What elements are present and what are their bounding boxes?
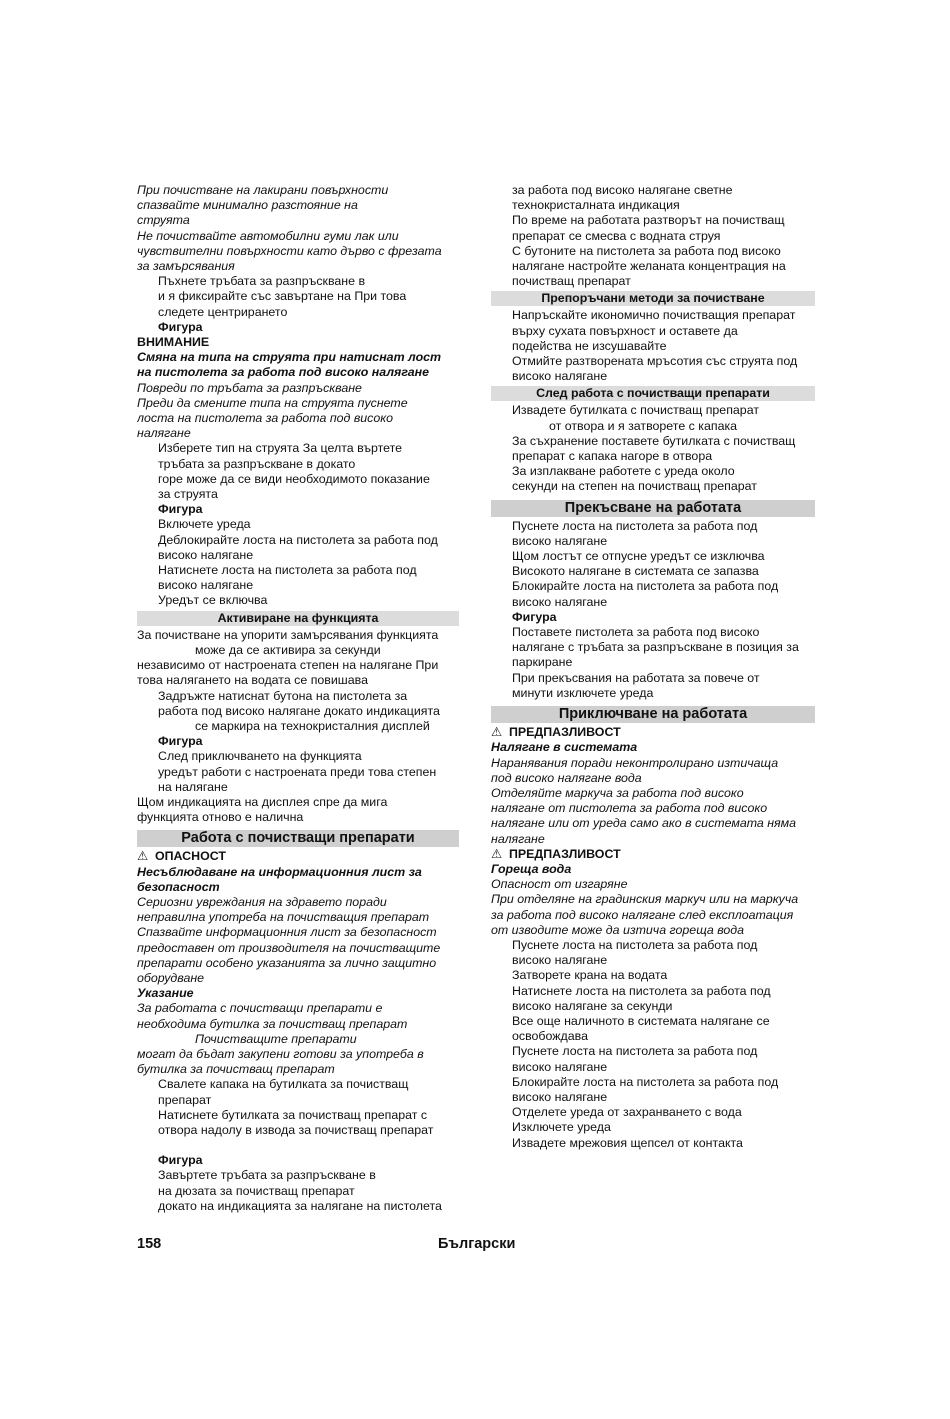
emphasis-heading: на пистолета за работа под високо налягане: [137, 365, 430, 380]
emphasis-heading: Смяна на типа на струята при натиснат лост: [137, 350, 442, 365]
text-line: могат да бъдат закупени готови за употреба в: [137, 1046, 424, 1061]
warning-label: [137, 849, 459, 864]
step-text: технокристалната индикация: [512, 198, 680, 213]
text-line: за работа под високо налягане след експлоатация: [491, 907, 794, 922]
step-text: високо налягане: [512, 1089, 608, 1104]
section-heading: Приключване на работата: [491, 706, 815, 723]
step-text: високо налягане: [158, 547, 254, 562]
step-text: Натиснете бутилката за почистващ препарат с: [158, 1107, 428, 1122]
step-text: налягане с тръбата за разпръскване в позиция за: [512, 640, 799, 655]
text-line: Повреди по тръбата за разпръскване: [137, 380, 362, 395]
right-column: [491, 183, 815, 1151]
text-line: неправилна употреба на почистващия препарат: [137, 910, 430, 925]
step-text: налягане настройте желаната концентрация на: [512, 259, 786, 274]
step-text: горе може да се види необходимото показание: [158, 471, 430, 486]
step-text: подейства не изсушавайте: [512, 338, 667, 353]
subsection-heading: След работа с почистващи препарати: [491, 386, 815, 401]
step-text: високо налягане: [512, 1059, 608, 1074]
text-line: необходима бутилка за почистващ препарат: [137, 1016, 408, 1031]
step-text: Задръжте натиснат бутона на пистолета за: [158, 688, 408, 703]
section-heading: Работа с почистващи препарати: [137, 830, 459, 847]
text-line: може да се активира за секунди: [195, 642, 381, 657]
step-text: Пуснете лоста на пистолета за работа под: [512, 1044, 758, 1059]
step-text: работа под високо налягане докато индикацията: [158, 703, 440, 718]
step-text: Натиснете лоста на пистолета за работа под: [158, 563, 417, 578]
step-text: почистващ препарат: [512, 274, 631, 289]
step-text: Пъхнете тръбата за разпръскване в: [158, 274, 366, 289]
text-line: под високо налягане вода: [491, 770, 642, 785]
notice-label: ВНИМАНИЕ: [137, 335, 210, 350]
step-text: препарат: [158, 1092, 212, 1107]
step-text: Изключете уреда: [512, 1120, 611, 1135]
text-line: Почистващите препарати: [195, 1031, 357, 1046]
text-line: За работата с почистващи препарати е: [137, 1001, 383, 1016]
step-text: Затворете крана на водата: [512, 968, 668, 983]
step-text: освобождава: [512, 1029, 589, 1044]
step-text: препарат с капака нагоре в отвора: [512, 449, 713, 464]
text-line: независимо от настроената степен на налягане При: [137, 658, 439, 673]
text-line: Спазвайте информационния лист за безопасност: [137, 925, 437, 940]
step-text: на дюзата за почистващ препарат: [158, 1183, 355, 1198]
figure-label: Фигура: [158, 1153, 203, 1168]
step-text: високо налягане: [158, 578, 254, 593]
step-text: Напръскайте икономично почистващия препарат: [512, 308, 796, 323]
text-line: налягане: [491, 831, 545, 846]
step-text: Блокирайте лоста на пистолета за работа под: [512, 1074, 779, 1089]
warning-triangle-icon: ⚠: [137, 849, 149, 864]
text-line: Преди да смените типа на струята пуснете: [137, 395, 408, 410]
warning-label: [491, 847, 815, 862]
step-text: високо налягане: [512, 594, 608, 609]
text-line: За почистване на упорити замърсявания функцията: [137, 627, 439, 642]
emphasis-heading: безопасност: [137, 879, 220, 894]
step-text: Щом лостът се отпусне уредът се изключва: [512, 549, 765, 564]
step-text: Свалете капака на бутилката за почистващ: [158, 1077, 409, 1092]
step-text: За съхранение поставете бутилката с почистващ: [512, 433, 796, 448]
step-text: високо налягане: [512, 369, 608, 384]
text-line: струята: [137, 213, 190, 228]
step-text: върху сухата повърхност и оставете да: [512, 323, 738, 338]
warning-label: [491, 725, 815, 740]
step-text: високо налягане за секунди: [512, 998, 673, 1013]
step-text: По време на работата разтворът на почистващ: [512, 213, 785, 228]
step-text: докато на индикацията за налягане на пистолета: [158, 1198, 442, 1213]
text-line: предоставен от производителя на почистващите: [137, 940, 441, 955]
text-line: оборудване: [137, 970, 205, 985]
text-line: чувствителни повърхности като дърво с фрезата: [137, 243, 442, 258]
step-text: С бутоните на пистолета за работа под високо: [512, 243, 781, 258]
text-line: При почистване на лакирани повърхности: [137, 183, 389, 197]
step-text: Извадете бутилката с почистващ препарат: [512, 403, 759, 418]
left-column: [137, 183, 459, 1214]
text-line: налягане от пистолета за работа под високо: [491, 801, 768, 816]
step-text: След приключването на функцията: [158, 749, 362, 764]
figure-label: Фигура: [158, 502, 203, 517]
text-line: се маркира на технокристалния дисплей: [195, 718, 430, 733]
step-text: Деблокирайте лоста на пистолета за работа под: [158, 532, 438, 547]
page-number: 158: [137, 1236, 162, 1252]
text-line: Отделяйте маркуча за работа под високо: [491, 785, 744, 800]
emphasis-heading: Гореща вода: [491, 861, 572, 876]
section-heading: Прекъсване на работата: [491, 500, 815, 517]
text-line: лоста на пистолета за работа под високо: [137, 411, 394, 426]
step-text: Високото налягане в системата се запазва: [512, 564, 759, 579]
step-text: следете центрирането: [158, 304, 288, 319]
warning-text: ПРЕДПАЗЛИВОСТ: [509, 846, 621, 861]
step-text: за струята: [158, 487, 218, 502]
step-text: уредът работи с настроената преди това степен: [158, 764, 437, 779]
emphasis-heading: Указание: [137, 986, 194, 1001]
step-text: Уредът се включва: [158, 593, 268, 608]
text-line: от изводите може да изтича гореща вода: [491, 922, 745, 937]
step-text: Извадете мрежовия щепсел от контакта: [512, 1135, 743, 1150]
step-text: Отмийте разтворената мръсотия със струята под: [512, 354, 798, 369]
text-line: Не почиствайте автомобилни гуми лак или: [137, 228, 399, 243]
step-text: Натиснете лоста на пистолета за работа под: [512, 983, 771, 998]
text-line: бутилка за почистващ препарат: [137, 1062, 335, 1077]
step-text: тръбата за разпръскване в докато: [158, 456, 356, 471]
text-line: Наранявания поради неконтролирано изтичаща: [491, 755, 779, 770]
warning-text: ПРЕДПАЗЛИВОСТ: [509, 725, 621, 740]
warning-triangle-icon: ⚠: [491, 725, 503, 740]
step-text: отвора надолу в извода за почистващ препарат: [158, 1122, 434, 1137]
step-text: високо налягане: [512, 953, 608, 968]
step-text: препарат се смесва с водната струя: [512, 228, 721, 243]
spacer: [137, 1138, 459, 1153]
text-line: налягане или от уреда само ако в системата няма: [491, 816, 797, 831]
step-text: на налягане: [158, 779, 228, 794]
text-line: налягане: [137, 426, 191, 441]
text-line: това налягането на водата се повишава: [137, 673, 368, 688]
step-text: и я фиксирайте със завъртане на При това: [158, 289, 407, 304]
text-line: спазвайте минимално разстояние на: [137, 198, 358, 213]
step-text: Отделете уреда от захранването с вода: [512, 1105, 742, 1120]
figure-label: Фигура: [158, 734, 203, 749]
figure-label: Фигура: [512, 609, 557, 624]
step-text: за работа под високо налягане светне: [512, 183, 733, 197]
figure-label: Фигура: [158, 319, 203, 334]
text-line: Сериозни увреждания на здравето поради: [137, 894, 387, 909]
step-text: Изберете тип на струята За целта въртете: [158, 441, 403, 456]
text-line: При отделяне на градинския маркуч или на маркуча: [491, 892, 799, 907]
text-line: препарати особено указанията за лично защитно: [137, 955, 437, 970]
text-line: за замърсявания: [137, 259, 235, 274]
step-text: високо налягане: [512, 533, 608, 548]
warning-triangle-icon: ⚠: [491, 846, 503, 861]
step-text: Включете уреда: [158, 517, 251, 532]
step-text: При прекъсвания на работата за повече от: [512, 670, 760, 685]
emphasis-heading: Несъблюдаване на информационния лист за: [137, 864, 422, 879]
text-line: от отвора и я затворете с капака: [549, 418, 738, 433]
subsection-heading: Активиране на функцията: [137, 611, 459, 626]
warning-text: ОПАСНОСТ: [155, 849, 226, 864]
step-text: Пуснете лоста на пистолета за работа под: [512, 518, 758, 533]
step-text: минути изключете уреда: [512, 685, 654, 700]
footer-language: Български: [438, 1236, 516, 1252]
step-text: Пуснете лоста на пистолета за работа под: [512, 937, 758, 952]
text-line: Щом индикацията на дисплея спре да мига: [137, 794, 388, 809]
step-text: Блокирайте лоста на пистолета за работа под: [512, 579, 779, 594]
step-text: Поставете пистолета за работа под високо: [512, 625, 760, 640]
text-line: функцията отново е налична: [137, 810, 304, 825]
step-text: За изплакване работете с уреда около: [512, 464, 735, 479]
step-text: секунди на степен на почистващ препарат: [512, 479, 757, 494]
emphasis-heading: Налягане в системата: [491, 740, 638, 755]
text-line: Опасност от изгаряне: [491, 877, 628, 892]
step-text: паркиране: [512, 655, 573, 670]
subsection-heading: Препоръчани методи за почистване: [491, 291, 815, 306]
step-text: Завъртете тръбата за разпръскване в: [158, 1168, 376, 1183]
step-text: Все още наличното в системата налягане се: [512, 1013, 770, 1028]
